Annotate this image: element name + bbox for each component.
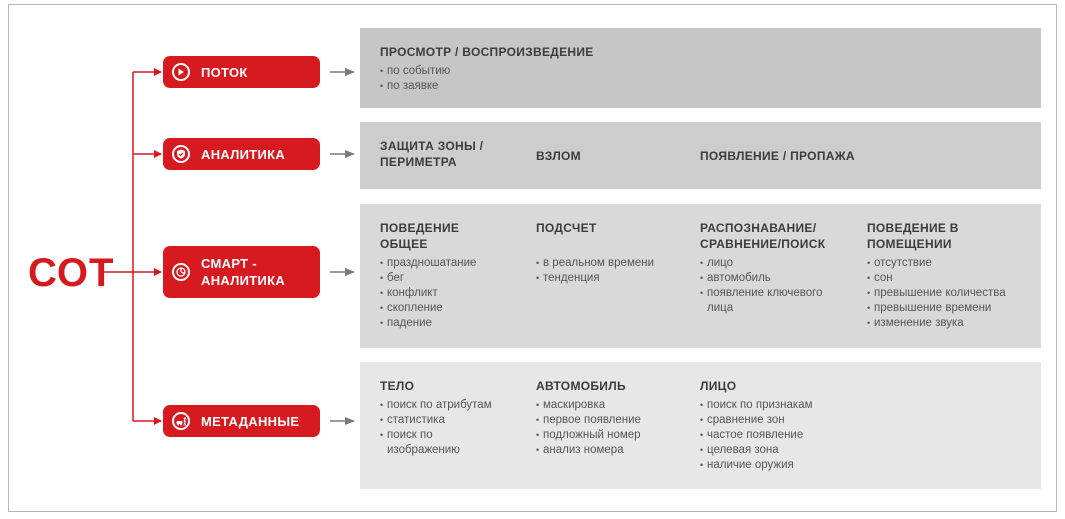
column-title: ПОДСЧЕТ — [536, 221, 597, 235]
node-stream[interactable] — [163, 56, 320, 88]
list-item: • отсутствие — [867, 256, 1006, 271]
list-item: • анализ номера — [536, 443, 641, 458]
list-item: • первое появление — [536, 413, 641, 428]
node-analytics[interactable] — [163, 138, 320, 170]
list-item: • поиск по признакам — [700, 398, 813, 413]
shield-check-icon — [172, 145, 190, 163]
list-item: • появление ключевого лица — [700, 286, 825, 316]
column-title: АВТОМОБИЛЬ — [536, 379, 626, 393]
car-person-icon — [172, 412, 190, 430]
node-metadata[interactable] — [163, 405, 320, 437]
column-title: ПОВЕДЕНИЕ В ПОМЕЩЕНИИ — [867, 221, 959, 251]
list-item: • превышение времени — [867, 301, 1006, 316]
list-item: • падение — [380, 316, 476, 331]
panel-metadata — [360, 362, 1041, 489]
panel-column — [700, 378, 813, 473]
root-label: СОТ — [28, 251, 115, 295]
panel-column — [380, 220, 476, 331]
list-item: • бег — [380, 271, 476, 286]
panel-column — [536, 378, 641, 458]
panel-stream — [360, 28, 1041, 108]
list-item: • превышение количества — [867, 286, 1006, 301]
column-title: ПОЯВЛЕНИЕ / ПРОПАЖА — [700, 149, 855, 163]
list-item: • изменение звука — [867, 316, 1006, 331]
node-smart-analytics[interactable] — [163, 246, 320, 298]
list-item: • частое появление — [700, 428, 813, 443]
column-title: ЛИЦО — [700, 379, 737, 393]
list-item: • поиск по изображению — [380, 428, 492, 458]
play-icon — [172, 63, 190, 81]
panel-column — [700, 220, 825, 316]
list-item: • наличие оружия — [700, 458, 813, 473]
panel-column — [380, 378, 492, 458]
list-item: • праздношатание — [380, 256, 476, 271]
column-title: ВЗЛОМ — [536, 149, 581, 163]
node-label: АНАЛИТИКА — [201, 146, 286, 162]
column-title: ТЕЛО — [380, 379, 415, 393]
panel-column — [700, 138, 855, 164]
list-item: • сравнение зон — [700, 413, 813, 428]
list-item: • автомобиль — [700, 271, 825, 286]
list-item: • в реальном времени — [536, 256, 654, 271]
column-title: ПОВЕДЕНИЕ ОБЩЕЕ — [380, 221, 460, 251]
panel-analytics — [360, 122, 1041, 189]
panel-column — [536, 220, 654, 286]
panel-column — [536, 138, 581, 164]
pie-chart-icon — [172, 263, 190, 281]
list-item: • скопление — [380, 301, 476, 316]
node-label: СМАРТ - АНАЛИТИКА — [201, 256, 286, 288]
list-item: • сон — [867, 271, 1006, 286]
list-item: • тенденция — [536, 271, 654, 286]
node-label: МЕТАДАННЫЕ — [201, 413, 300, 429]
column-title: ПРОСМОТР / ВОСПРОИЗВЕДЕНИЕ — [380, 45, 594, 59]
list-item: • по событию — [380, 64, 594, 79]
list-item: • подложный номер — [536, 428, 641, 443]
list-item: • целевая зона — [700, 443, 813, 458]
panel-column — [867, 220, 1006, 331]
list-item: • конфликт — [380, 286, 476, 301]
list-item: • лицо — [700, 256, 825, 271]
list-item: • статистика — [380, 413, 492, 428]
list-item: • по заявке — [380, 79, 594, 94]
list-item: • поиск по атрибутам — [380, 398, 492, 413]
list-item: • маскировка — [536, 398, 641, 413]
panel-column — [380, 138, 483, 170]
node-label: ПОТОК — [201, 64, 248, 80]
column-title: РАСПОЗНАВАНИЕ/ СРАВНЕНИЕ/ПОИСК — [700, 221, 826, 251]
panel-column — [380, 44, 594, 94]
column-title: ЗАЩИТА ЗОНЫ / ПЕРИМЕТРА — [380, 139, 484, 169]
panel-smart-analytics — [360, 204, 1041, 348]
